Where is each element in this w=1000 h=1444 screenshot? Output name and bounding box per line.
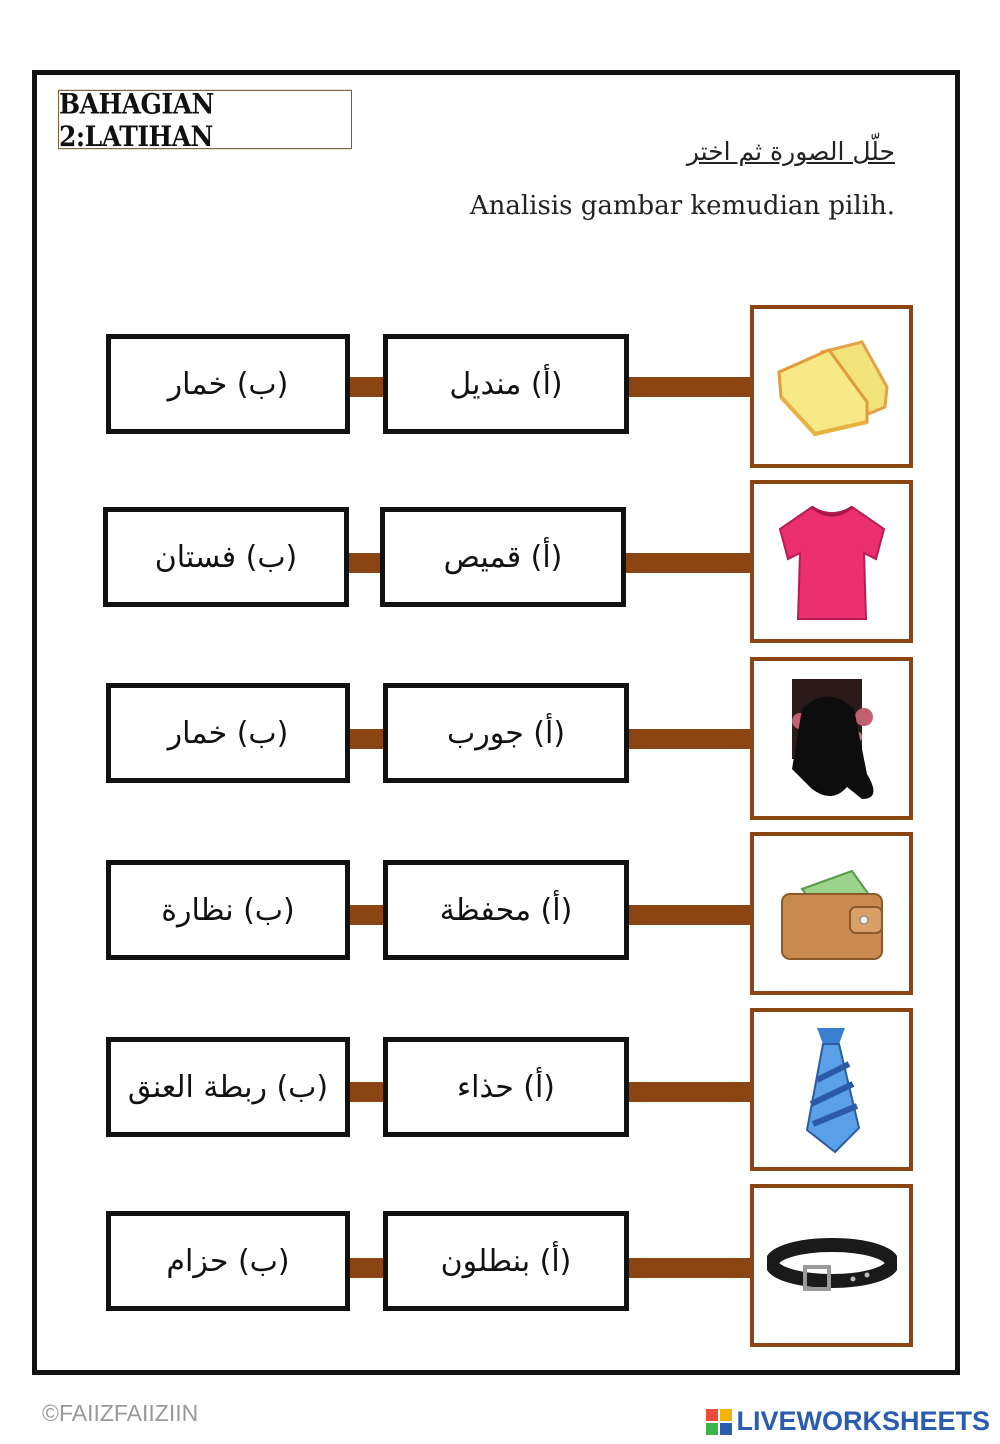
option-a-box[interactable]: (أ) قميص — [380, 507, 626, 607]
picture-frame — [750, 305, 913, 468]
connector-line — [623, 553, 752, 573]
picture-frame — [750, 1184, 913, 1347]
question-row — [37, 477, 955, 647]
option-b-box[interactable]: (ب) نظارة — [106, 860, 350, 960]
worksheet-frame — [32, 70, 960, 1375]
connector-line — [346, 377, 386, 397]
option-b-box[interactable]: (ب) خمار — [106, 683, 350, 783]
question-row — [37, 653, 955, 823]
brand-footer[interactable] — [706, 1406, 990, 1437]
belt-icon — [767, 1231, 897, 1301]
connector-line — [346, 1082, 386, 1102]
question-row — [37, 1181, 955, 1351]
tshirt-icon — [772, 497, 892, 627]
necktie-icon — [787, 1020, 877, 1160]
connector-line — [626, 1082, 752, 1102]
picture-frame — [750, 832, 913, 995]
option-a-box[interactable]: (أ) جورب — [383, 683, 629, 783]
instruction-malay: Analisis gambar kemudian pilih. — [469, 191, 895, 221]
picture-frame — [750, 657, 913, 820]
question-row — [37, 301, 955, 471]
connector-line — [346, 1258, 386, 1278]
section-label: BAHAGIAN 2:LATIHAN — [58, 90, 352, 149]
option-a-box[interactable]: (أ) محفظة — [383, 860, 629, 960]
connector-line — [346, 729, 386, 749]
connector-line — [346, 905, 386, 925]
picture-frame — [750, 1008, 913, 1171]
option-b-box[interactable]: (ب) خمار — [106, 334, 350, 434]
copyright-text: ©FAIIZFAIIZIIN — [42, 1400, 199, 1426]
connector-line — [626, 1258, 752, 1278]
option-a-box[interactable]: (أ) حذاء — [383, 1037, 629, 1137]
wallet-icon — [772, 859, 892, 969]
question-row — [37, 1005, 955, 1175]
option-b-box[interactable]: (ب) حزام — [106, 1211, 350, 1311]
brand-name: LIVEWORKSHEETS — [736, 1406, 990, 1436]
hijab-icon — [772, 669, 892, 809]
instruction-arabic: حلّل الصورة ثم اختر — [686, 137, 895, 166]
option-b-box[interactable]: (ب) فستان — [103, 507, 349, 607]
option-a-box[interactable]: (أ) بنطلون — [383, 1211, 629, 1311]
connector-line — [626, 377, 752, 397]
option-b-box[interactable]: (ب) ربطة العنق — [106, 1037, 350, 1137]
question-row — [37, 829, 955, 999]
connector-line — [626, 729, 752, 749]
connector-line — [626, 905, 752, 925]
brand-logo-icon — [706, 1409, 732, 1435]
folded-cloth-icon — [767, 332, 897, 442]
picture-frame — [750, 480, 913, 643]
option-a-box[interactable]: (أ) منديل — [383, 334, 629, 434]
